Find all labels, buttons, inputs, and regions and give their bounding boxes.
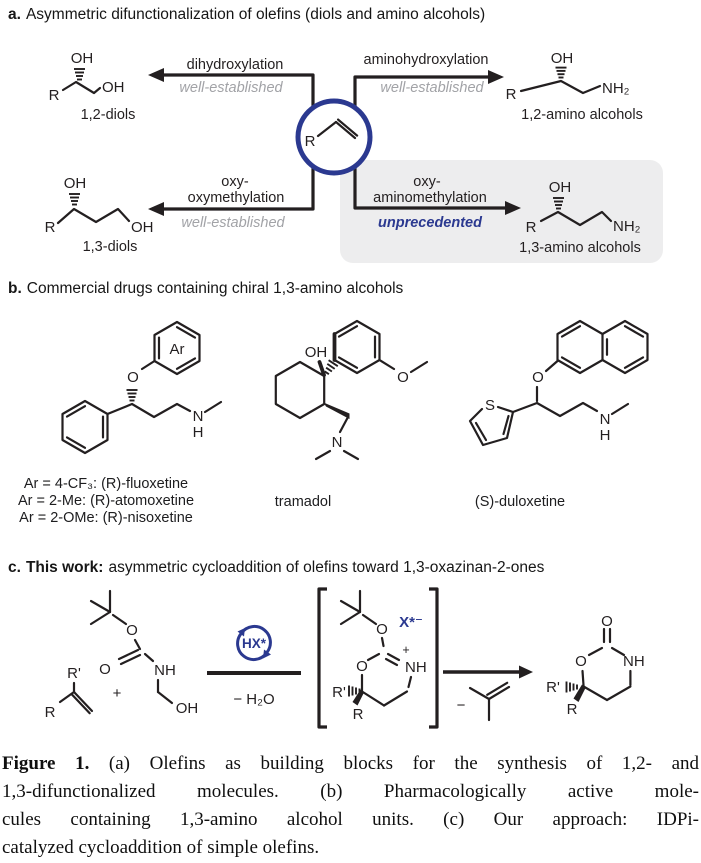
structure-duloxetine bbox=[470, 321, 648, 445]
caption-line-3: cules containing 1,3-amino alcohol units. (c) Our approach: IDPi- bbox=[2, 809, 699, 830]
nh2-label: NH₂ bbox=[613, 218, 641, 235]
r-prime-label: R' bbox=[546, 679, 560, 696]
reaction-oxy-aminomethylation-l1: oxy- bbox=[413, 174, 441, 190]
left-bracket bbox=[319, 589, 327, 727]
r-label: R bbox=[352, 706, 364, 723]
duloxetine-label: (S)-duloxetine bbox=[474, 494, 566, 510]
r-label: R bbox=[44, 704, 56, 721]
structure-13-diol bbox=[45, 175, 154, 255]
olefin-r-label: R bbox=[304, 133, 316, 150]
panel-a-title: Asymmetric difunctionalization of olefins (diols and amino alcohols) bbox=[25, 6, 486, 23]
intermediate-structure bbox=[332, 591, 427, 723]
panel-b-title: Commercial drugs containing chiral 1,3-amino alcohols bbox=[26, 280, 404, 297]
n-label: N bbox=[331, 434, 343, 451]
o-label: O bbox=[376, 621, 388, 638]
h-label: H bbox=[599, 427, 611, 444]
h-label: H bbox=[192, 424, 204, 441]
panel-c-label: c. bbox=[8, 559, 21, 576]
oh-label: OH bbox=[131, 219, 154, 236]
o-label: O bbox=[601, 613, 613, 630]
fluoxetine-labels bbox=[10, 476, 202, 527]
nh2-label: NH₂ bbox=[602, 80, 630, 97]
r-label: R bbox=[505, 86, 517, 103]
r-prime-label: R' bbox=[67, 665, 81, 682]
product-13-amino-alcohols: 1,3-amino alcohols bbox=[519, 240, 641, 256]
reaction-aminohydroxylation: aminohydroxylation bbox=[363, 52, 489, 68]
structure-tramadol bbox=[276, 321, 427, 459]
oh-label: OH bbox=[548, 179, 572, 196]
caption-line-4: catalyzed cycloaddition of simple olefins. bbox=[2, 837, 320, 858]
caption-figure-number: Figure 1. bbox=[2, 753, 90, 774]
reaction-arrow-1 bbox=[207, 626, 301, 708]
panel-c-scheme bbox=[0, 580, 701, 750]
product-12-amino-alcohols: 1,2-amino alcohols bbox=[521, 107, 643, 123]
product-12-diols: 1,2-diols bbox=[80, 107, 136, 123]
figure-caption bbox=[2, 750, 699, 862]
nh-label: NH bbox=[623, 653, 645, 670]
panel-a-heading bbox=[8, 6, 485, 24]
reaction-dihydroxylation: dihydroxylation bbox=[186, 57, 284, 73]
s-label: S bbox=[484, 397, 496, 414]
oh-label: OH bbox=[550, 50, 574, 67]
o-label: O bbox=[126, 622, 138, 639]
olefin-substrate bbox=[45, 665, 92, 721]
ar-label: Ar bbox=[169, 341, 185, 358]
condition-minus-h2o: − H₂O bbox=[233, 691, 275, 708]
carbamate-reagent bbox=[91, 591, 198, 717]
reaction-oxy-aminomethylation-l2: aminomethylation bbox=[373, 190, 487, 206]
counterion-x-label: X*⁻ bbox=[399, 614, 423, 631]
catalyst-hx-label: HX* bbox=[241, 636, 267, 651]
caption-line-1 bbox=[2, 750, 699, 778]
tramadol-label: tramadol bbox=[274, 494, 332, 510]
r-label: R bbox=[566, 701, 578, 718]
o-label: O bbox=[356, 658, 368, 675]
o-label: O bbox=[99, 661, 111, 678]
panel-b-label: b. bbox=[8, 280, 22, 297]
panel-c-title: asymmetric cycloaddition of olefins toward 1,3-oxazinan-2-ones bbox=[108, 559, 545, 576]
label-fluoxetine: Ar = 4-CF₃: (R)-fluoxetine bbox=[23, 476, 189, 492]
central-olefin bbox=[298, 101, 370, 173]
panel-a-label: a. bbox=[8, 6, 21, 23]
minus-sign: − bbox=[456, 697, 466, 714]
oh-label: OH bbox=[63, 175, 87, 192]
reaction-arrow-2 bbox=[443, 666, 533, 721]
status-bottom-left: well-established bbox=[181, 215, 285, 231]
oh-label: OH bbox=[304, 344, 328, 361]
o-label: O bbox=[532, 369, 544, 386]
status-top-right: well-established bbox=[380, 80, 484, 96]
label-nisoxetine: Ar = 2-OMe: (R)-nisoxetine bbox=[19, 510, 193, 526]
r-prime-label: R' bbox=[332, 684, 346, 701]
r-label: R bbox=[44, 219, 56, 236]
oh-label: OH bbox=[102, 79, 125, 96]
panel-a-scheme bbox=[0, 45, 701, 270]
n-label: N bbox=[599, 411, 611, 428]
status-top-left: well-established bbox=[179, 80, 283, 96]
o-label: O bbox=[575, 653, 587, 670]
structure-12-diol bbox=[49, 50, 136, 123]
o-label: O bbox=[397, 369, 409, 386]
reaction-oxy-oxymethylation-l2: oxymethylation bbox=[187, 190, 285, 206]
nh-label: NH bbox=[154, 662, 176, 679]
right-bracket bbox=[429, 589, 437, 727]
plus-sign: + bbox=[112, 685, 122, 702]
r-label: R bbox=[48, 87, 60, 104]
product-13-diols: 1,3-diols bbox=[82, 239, 138, 255]
oh-label: OH bbox=[175, 700, 199, 717]
caption-line-1-text: (a) Olefins as building blocks for the synthesis of 1,2- and bbox=[108, 753, 699, 774]
reaction-oxy-oxymethylation-l1: oxy- bbox=[221, 174, 249, 190]
panel-b-heading bbox=[8, 280, 403, 298]
panel-c-heading bbox=[8, 559, 544, 577]
structure-fluoxetine bbox=[63, 322, 222, 453]
isobutylene bbox=[470, 683, 509, 720]
product-oxazinanone bbox=[546, 613, 645, 718]
nh-label: NH bbox=[405, 659, 427, 676]
structure-12-amino-alcohol bbox=[506, 50, 643, 123]
label-atomoxetine: Ar = 2-Me: (R)-atomoxetine bbox=[17, 493, 195, 509]
oh-label: OH bbox=[70, 50, 94, 67]
plus-charge: + bbox=[402, 643, 410, 657]
r-label: R bbox=[525, 219, 537, 236]
caption-line-2: 1,3-difunctionalized molecules. (b) Pharmacologically active mole- bbox=[2, 781, 699, 802]
panel-c-title-bold: This work: bbox=[25, 559, 104, 576]
n-label: N bbox=[192, 408, 204, 425]
o-label: O bbox=[127, 369, 139, 386]
status-unprecedented: unprecedented bbox=[378, 215, 482, 231]
